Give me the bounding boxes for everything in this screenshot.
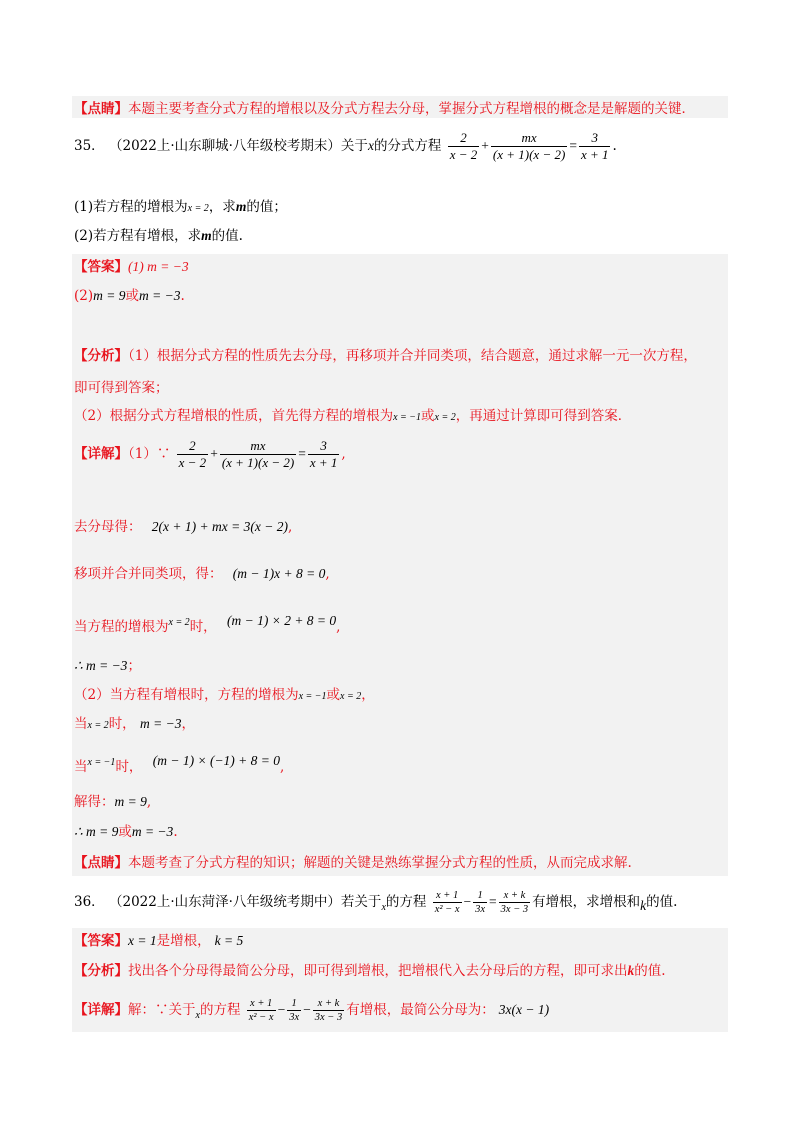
q35-analysis-1: 【分析】（1）根据分式方程的性质先去分母，再移项并合并同类项，结合题意，通过求解一元一次方程， (74, 348, 697, 364)
q35-answer-1: 【答案】(1) m = −3 (74, 259, 189, 275)
q36-stem: 36． （2022上·山东菏泽·八年级统考期中）若关于$_x$的方程 $\frac{x + 1}{\text{x² − x}}$ − $\frac{1}{3x}$ = $\frac{x + k}{3x - 3}$ 有增根，求增根和k的值. (74, 890, 678, 915)
q35-conclusion: ∴ m = 9或m = −3. (74, 824, 178, 840)
q35-part1: (1)若方程的增根为x = 2，求m的值； (74, 199, 287, 215)
q35-part2: (2)若方程有增根，求m的值. (74, 228, 243, 244)
q36-detail-fraction-2: $\frac{1}{3x}$ (289, 998, 300, 1023)
q35-step-3: 当方程的增根为$^{x = 2}$时， (m − 1) × 2 + 8 = 0, (74, 613, 341, 635)
q35-fraction-2: $\frac{mx}{(x + 1)(x - 2)}$ (492, 130, 566, 162)
q36-detail-fraction-1: $\frac{x + 1}{\text{x² − x}}$ (248, 998, 274, 1023)
q35-fraction-1: $\frac{2}{x - 2}$ (449, 130, 478, 162)
q35-fraction-3: $\frac{3}{x + 1}$ (580, 130, 609, 162)
prev-dianjing: 【点睛】本题主要考查分式方程的增根以及分式方程去分母，掌握分式方程增根的概念是是解题的关键． (74, 101, 695, 117)
q36-detail-fraction-3: $\frac{x + k}{3x - 3}$ (314, 998, 343, 1023)
q35-analysis-1b: 即可得到答案； (74, 380, 169, 396)
q36-detail: 【详解】解：∵关于$_x$的方程 $\frac{x + 1}{\text{x² − x}}$ − $\frac{1}{3x}$ − $\frac{x + k}{3x - 3}$ 有增根，最简公分母为： 3x(x − 1) (74, 998, 550, 1023)
q35-step-2: 移项并合并同类项，得： (m − 1)x + 8 = 0, (74, 566, 330, 582)
q35-dianjing: 【点睛】本题考查了分式方程的知识；解题的关键是熟练掌握分式方程的性质，从而完成求解. (74, 855, 632, 871)
detail-fraction-2: $\frac{mx}{(x + 1)(x - 2)}$ (221, 438, 295, 470)
q35-stem: 35． （2022上·山东聊城·八年级校考期末）关于x的分式方程 $\frac{2}{x - 2}$ + $\frac{mx}{(x + 1)(x - 2)}$ = $\frac{3}{x + 1}$ . (74, 130, 617, 162)
q35-step-4: ∴ m = −3； (74, 658, 141, 674)
q35-answer-2: (2)m = 9或m = −3. (74, 288, 185, 304)
q35-step-1: 去分母得： 2(x + 1) + mx = 3(x − 2), (74, 519, 293, 535)
q36-fraction-1: $\frac{x + 1}{\text{x² − x}}$ (434, 890, 460, 915)
q36-fraction-3: $\frac{x + k}{3x - 3}$ (500, 890, 529, 915)
q35-analysis-2: （2）根据分式方程增根的性质，首先得方程的增根为x = −1或x = 2，再通过计算即可得到答案． (74, 408, 632, 424)
q36-analysis: 【分析】找出各个分母得最简公分母，即可得到增根，把增根代入去分母后的方程，即可求出k的值. (74, 963, 666, 979)
q35-case-2: 当$^{x = -1}$时， (m − 1) × (−1) + 8 = 0, (74, 753, 285, 775)
q35-detail-1: 【详解】（1）∵ $\frac{2}{x - 2}$ + $\frac{mx}{(x + 1)(x - 2)}$ = $\frac{3}{x + 1}$ , (74, 438, 346, 470)
detail-fraction-1: $\frac{2}{x - 2}$ (178, 438, 207, 470)
q35-solve: 解得：m = 9, (74, 794, 152, 810)
q36-fraction-2: $\frac{1}{3x}$ (475, 890, 486, 915)
q35-part2-detail: （2）当方程有增根时，方程的增根为x = −1或x = 2， (74, 687, 375, 703)
q36-answer: 【答案】x = 1是增根， k = 5 (74, 933, 244, 949)
detail-fraction-3: $\frac{3}{x + 1}$ (309, 438, 338, 470)
q35-case-1: 当x = 2时， m = −3， (74, 716, 195, 732)
